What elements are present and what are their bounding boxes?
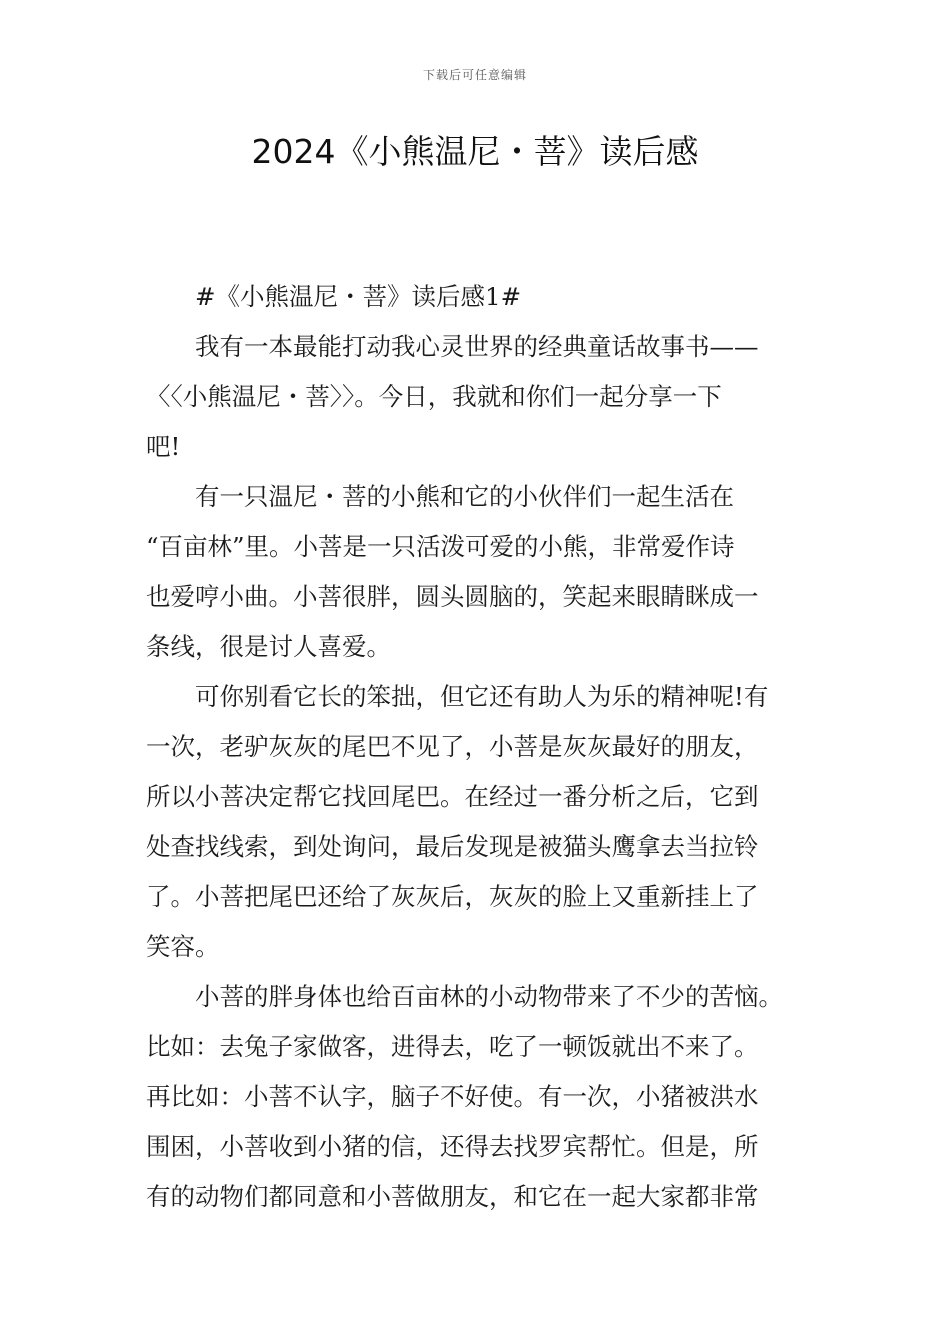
heading-line: #《小熊温尼・菩》读后感1# bbox=[195, 282, 522, 311]
paragraph-4 bbox=[146, 972, 811, 1222]
text-line: “百亩林”里。小菩是一只活泼可爱的小熊，非常爱作诗 bbox=[146, 532, 735, 561]
text-line: 所以小菩决定帮它找回尾巴。在经过一番分析之后，它到 bbox=[146, 782, 759, 811]
text-line: 吧! bbox=[146, 432, 181, 461]
section-heading bbox=[146, 272, 811, 322]
text-line: 可你别看它长的笨拙，但它还有助人为乐的精神呢!有 bbox=[195, 682, 769, 711]
text-line: 一次，老驴灰灰的尾巴不见了，小菩是灰灰最好的朋友， bbox=[146, 732, 759, 761]
text-line: 处查找线索，到处询问，最后发现是被猫头鹰拿去当拉铃 bbox=[146, 832, 759, 861]
paragraph-1 bbox=[146, 322, 811, 472]
text-line: 围困，小菩收到小猪的信，还得去找罗宾帮忙。但是，所 bbox=[146, 1132, 759, 1161]
header-note: 下载后可任意编辑 bbox=[422, 68, 527, 82]
text-line: 比如：去兔子家做客，进得去，吃了一顿饭就出不来了。 bbox=[146, 1032, 759, 1061]
text-line: 〈〈小熊温尼・菩〉〉。今日，我就和你们一起分享一下 bbox=[146, 382, 722, 411]
text-line: 有的动物们都同意和小菩做朋友，和它在一起大家都非常 bbox=[146, 1182, 759, 1211]
document-body bbox=[146, 272, 811, 1222]
text-line: 了。小菩把尾巴还给了灰灰后，灰灰的脸上又重新挂上了 bbox=[146, 882, 759, 911]
text-line: 也爱哼小曲。小菩很胖，圆头圆脑的，笑起来眼睛眯成一 bbox=[146, 582, 759, 611]
text-line: 有一只温尼・菩的小熊和它的小伙伴们一起生活在 bbox=[195, 482, 734, 511]
paragraph-3 bbox=[146, 672, 811, 972]
text-line: 条线，很是讨人喜爱。 bbox=[146, 632, 391, 661]
text-line: 小菩的胖身体也给百亩林的小动物带来了不少的苦恼。 bbox=[195, 982, 783, 1011]
document-title: 2024《小熊温尼・菩》读后感 bbox=[251, 132, 699, 171]
paragraph-2 bbox=[146, 472, 811, 672]
text-line: 我有一本最能打动我心灵世界的经典童话故事书—— bbox=[195, 332, 759, 361]
text-line: 再比如：小菩不认字，脑子不好使。有一次，小猪被洪水 bbox=[146, 1082, 759, 1111]
text-line: 笑容。 bbox=[146, 932, 220, 961]
